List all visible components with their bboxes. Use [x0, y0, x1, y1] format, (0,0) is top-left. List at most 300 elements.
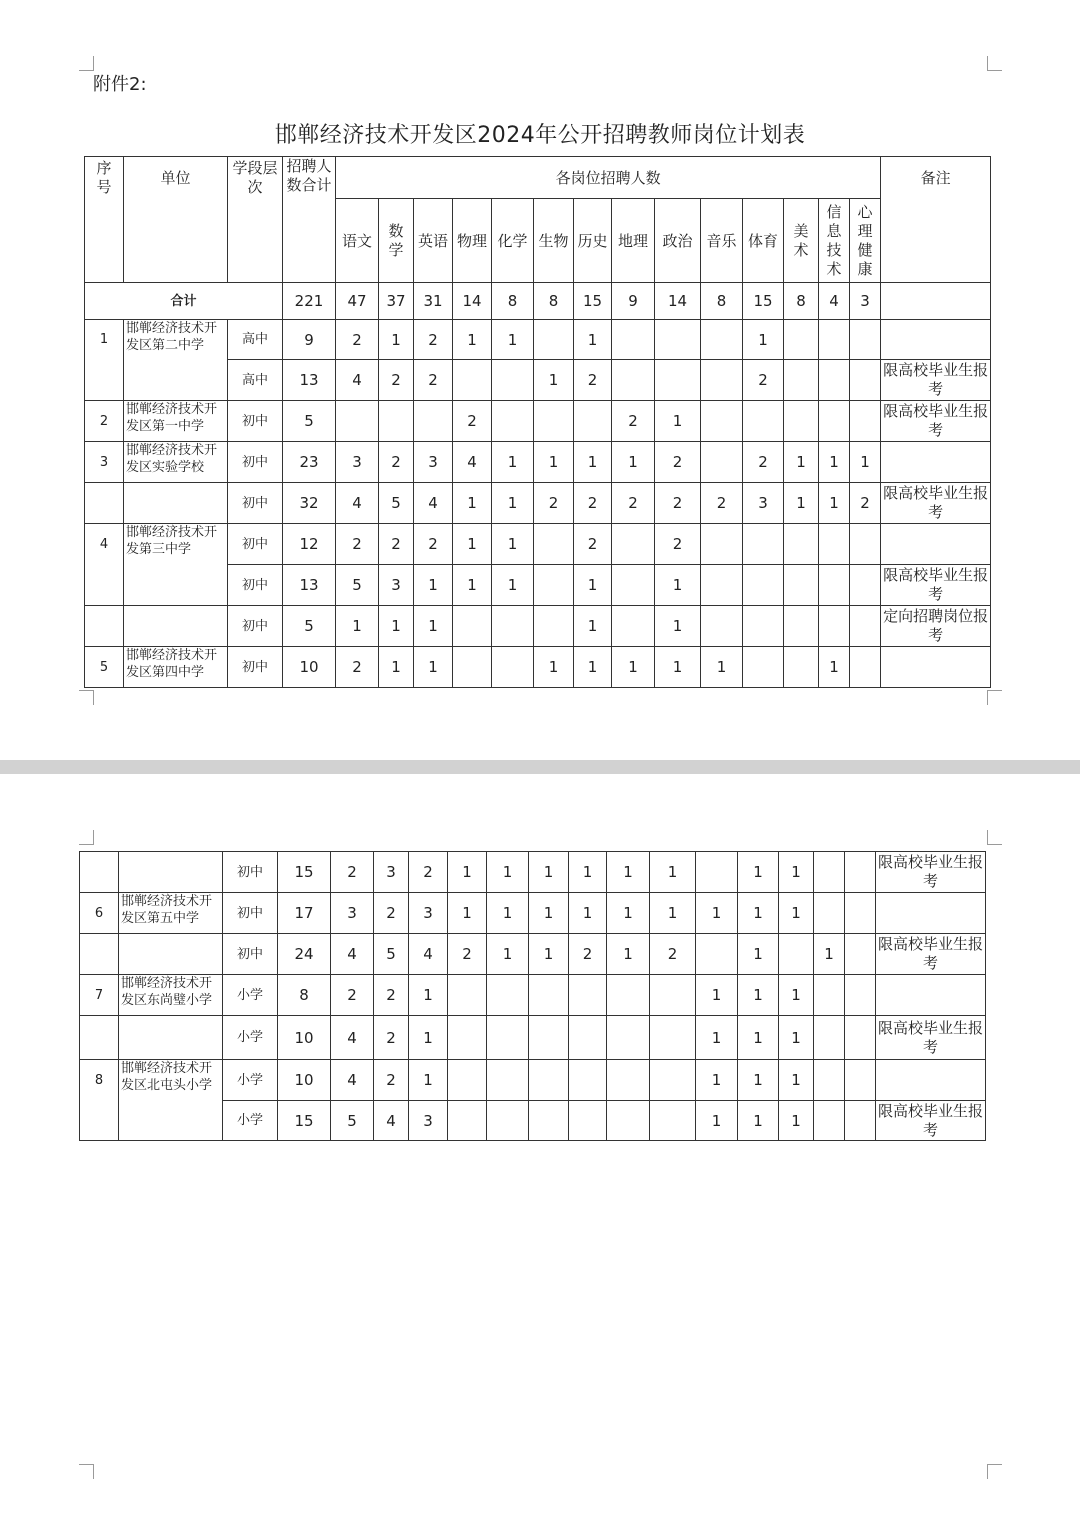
summary-value: 8: [534, 283, 574, 320]
row-subject-value: [448, 975, 487, 1016]
recruitment-plan-table-continued: [79, 851, 986, 1141]
row-subject-value: [784, 565, 819, 606]
row-subject-value: 1: [492, 565, 534, 606]
subject-header: 生物: [534, 199, 574, 283]
table-row: [85, 442, 991, 483]
summary-value: 8: [701, 283, 743, 320]
table-row: [80, 1016, 986, 1060]
row-subject-value: 1: [738, 934, 779, 975]
subject-header: 信息技术: [819, 199, 850, 283]
row-subject-value: 4: [336, 360, 379, 401]
row-subject-value: [850, 565, 881, 606]
row-subject-value: 4: [331, 934, 374, 975]
row-subject-value: [612, 524, 655, 565]
row-subject-value: 1: [850, 442, 881, 483]
row-subject-value: 1: [779, 1016, 814, 1060]
row-subject-value: [845, 934, 876, 975]
row-subject-value: 2: [374, 1016, 409, 1060]
table-row: [80, 934, 986, 975]
row-seq: [85, 565, 124, 606]
summary-value: 14: [655, 283, 701, 320]
row-subject-value: 1: [607, 934, 650, 975]
row-subject-value: [814, 1060, 845, 1101]
row-seq: [85, 483, 124, 524]
table-row: [85, 483, 991, 524]
row-subject-value: [850, 360, 881, 401]
row-subject-value: [845, 975, 876, 1016]
row-subject-value: 1: [655, 401, 701, 442]
row-subject-value: 1: [784, 483, 819, 524]
row-subject-value: [448, 1016, 487, 1060]
row-unit: 邯郸经济技术开发区北屯头小学: [119, 1060, 223, 1101]
row-subject-value: [529, 1101, 569, 1141]
row-seq: 5: [85, 647, 124, 688]
row-subject-value: 1: [409, 1060, 448, 1101]
row-subject-value: 1: [612, 647, 655, 688]
row-subject-value: 1: [492, 320, 534, 360]
row-subject-value: 2: [743, 442, 784, 483]
row-subject-value: 5: [331, 1101, 374, 1141]
row-unit: [119, 934, 223, 975]
row-subject-value: [819, 360, 850, 401]
subject-header: 数学: [379, 199, 414, 283]
row-subject-value: 3: [336, 442, 379, 483]
row-unit: [119, 1016, 223, 1060]
page-corner-mark: [79, 1464, 94, 1479]
row-note: 限高校毕业生报考: [876, 1016, 986, 1060]
row-seq: [80, 852, 119, 893]
row-seq: 7: [80, 975, 119, 1016]
row-subject-value: 1: [612, 442, 655, 483]
row-subject-value: [819, 565, 850, 606]
row-unit: [124, 606, 228, 647]
row-subject-value: [534, 401, 574, 442]
header-row: [85, 157, 991, 199]
row-total: 12: [283, 524, 336, 565]
row-total: 32: [283, 483, 336, 524]
row-subject-value: 1: [650, 852, 696, 893]
row-total: 13: [283, 565, 336, 606]
row-subject-value: [453, 647, 492, 688]
row-subject-value: 1: [779, 852, 814, 893]
row-subject-value: [487, 975, 529, 1016]
row-subject-value: 1: [779, 1101, 814, 1141]
row-subject-value: [784, 401, 819, 442]
row-note: 限高校毕业生报考: [881, 360, 991, 401]
row-note: [881, 320, 991, 360]
row-unit: [124, 360, 228, 401]
summary-row: [85, 283, 991, 320]
row-total: 9: [283, 320, 336, 360]
row-subject-value: 2: [574, 360, 612, 401]
row-subject-value: 2: [850, 483, 881, 524]
row-subject-value: 1: [696, 893, 738, 934]
row-subject-value: 2: [374, 893, 409, 934]
row-subject-value: 1: [607, 893, 650, 934]
row-subject-value: 1: [655, 606, 701, 647]
row-subject-value: 1: [574, 606, 612, 647]
row-level: 小学: [223, 975, 278, 1016]
row-subject-value: 2: [569, 934, 607, 975]
header-unit: 单位: [124, 157, 228, 199]
summary-value: 14: [453, 283, 492, 320]
row-level: 初中: [228, 401, 283, 442]
row-subject-value: 1: [409, 1016, 448, 1060]
subject-header: 音乐: [701, 199, 743, 283]
row-note: [881, 442, 991, 483]
row-note: [876, 1060, 986, 1101]
row-subject-value: [845, 1060, 876, 1101]
row-level: 初中: [223, 852, 278, 893]
summary-value: 15: [574, 283, 612, 320]
row-subject-value: 4: [374, 1101, 409, 1141]
row-subject-value: 2: [574, 524, 612, 565]
summary-label: 合计: [85, 283, 283, 320]
row-subject-value: [743, 647, 784, 688]
row-subject-value: [784, 360, 819, 401]
row-total: 24: [278, 934, 331, 975]
row-subject-value: [607, 1060, 650, 1101]
subject-header: 语文: [336, 199, 379, 283]
table-row: [80, 893, 986, 934]
row-note: 定向招聘岗位报考: [881, 606, 991, 647]
header-level: 学段层次: [228, 157, 283, 199]
row-level: 初中: [228, 442, 283, 483]
row-subject-value: 1: [379, 606, 414, 647]
row-subject-value: [529, 1016, 569, 1060]
row-subject-value: [612, 606, 655, 647]
table-row: [80, 1060, 986, 1101]
row-seq: 3: [85, 442, 124, 483]
row-subject-value: [701, 442, 743, 483]
row-subject-value: [784, 524, 819, 565]
row-subject-value: 4: [331, 1016, 374, 1060]
row-subject-value: 4: [336, 483, 379, 524]
row-level: 初中: [228, 483, 283, 524]
row-subject-value: 1: [784, 442, 819, 483]
row-subject-value: [819, 524, 850, 565]
row-subject-value: 1: [529, 893, 569, 934]
row-total: 5: [283, 401, 336, 442]
summary-value: 4: [819, 283, 850, 320]
row-unit: 邯郸经济技术开发区实验学校: [124, 442, 228, 483]
row-subject-value: [779, 934, 814, 975]
row-subject-value: [379, 401, 414, 442]
row-total: 10: [278, 1016, 331, 1060]
row-subject-value: [569, 975, 607, 1016]
row-subject-value: [650, 975, 696, 1016]
row-total: 23: [283, 442, 336, 483]
row-unit: [124, 565, 228, 606]
row-subject-value: [701, 606, 743, 647]
recruitment-plan-table: [84, 156, 991, 688]
page-corner-mark: [987, 1464, 1002, 1479]
row-subject-value: 1: [696, 1101, 738, 1141]
subject-header: 物理: [453, 199, 492, 283]
row-subject-value: 1: [492, 524, 534, 565]
row-subject-value: [487, 1016, 529, 1060]
row-level: 初中: [228, 524, 283, 565]
subject-header-row: [85, 199, 991, 283]
row-level: 初中: [228, 606, 283, 647]
row-subject-value: [784, 606, 819, 647]
row-subject-value: 3: [374, 852, 409, 893]
row-subject-value: 2: [414, 320, 453, 360]
row-total: 10: [283, 647, 336, 688]
row-subject-value: 1: [569, 852, 607, 893]
row-subject-value: [814, 1101, 845, 1141]
row-subject-value: [569, 1101, 607, 1141]
row-subject-value: 1: [819, 442, 850, 483]
row-subject-value: [492, 401, 534, 442]
row-subject-value: [414, 401, 453, 442]
row-subject-value: [814, 852, 845, 893]
row-seq: [80, 1101, 119, 1141]
subject-header: 英语: [414, 199, 453, 283]
row-subject-value: 1: [738, 1101, 779, 1141]
row-subject-value: 1: [696, 1016, 738, 1060]
row-subject-value: 1: [487, 852, 529, 893]
summary-value: 37: [379, 283, 414, 320]
row-note: [881, 524, 991, 565]
row-subject-value: [701, 524, 743, 565]
row-seq: 8: [80, 1060, 119, 1101]
row-subject-value: [534, 524, 574, 565]
row-subject-value: 2: [448, 934, 487, 975]
row-subject-value: 5: [336, 565, 379, 606]
summary-total: 221: [283, 283, 336, 320]
row-subject-value: 1: [814, 934, 845, 975]
table-row: [85, 565, 991, 606]
row-seq: 6: [80, 893, 119, 934]
row-subject-value: 1: [453, 320, 492, 360]
row-subject-value: 5: [379, 483, 414, 524]
row-subject-value: [784, 647, 819, 688]
row-subject-value: [650, 1060, 696, 1101]
row-subject-value: 5: [374, 934, 409, 975]
row-seq: 4: [85, 524, 124, 565]
row-total: 15: [278, 1101, 331, 1141]
row-subject-value: 2: [336, 524, 379, 565]
row-subject-value: 2: [743, 360, 784, 401]
row-subject-value: 2: [612, 483, 655, 524]
row-subject-value: [529, 975, 569, 1016]
row-subject-value: [612, 360, 655, 401]
page-corner-mark: [79, 690, 94, 705]
document-page-2: [0, 774, 1080, 1528]
row-subject-value: [850, 647, 881, 688]
row-subject-value: [819, 401, 850, 442]
row-subject-value: [492, 647, 534, 688]
row-subject-value: [819, 606, 850, 647]
row-subject-value: 1: [379, 647, 414, 688]
row-subject-value: [743, 524, 784, 565]
header-seq-blank: [85, 199, 124, 283]
row-subject-value: [784, 320, 819, 360]
row-subject-value: 1: [529, 852, 569, 893]
summary-note: [881, 283, 991, 320]
row-subject-value: 1: [779, 975, 814, 1016]
row-subject-value: 4: [331, 1060, 374, 1101]
row-subject-value: 1: [379, 320, 414, 360]
row-subject-value: 2: [374, 1060, 409, 1101]
header-level-blank: [228, 199, 283, 283]
row-subject-value: [487, 1060, 529, 1101]
row-subject-value: 1: [696, 1060, 738, 1101]
row-subject-value: [650, 1016, 696, 1060]
document-title: 邯郸经济技术开发区2024年公开招聘教师岗位计划表: [274, 123, 806, 148]
row-subject-value: 3: [743, 483, 784, 524]
row-total: 15: [278, 852, 331, 893]
subject-header: 化学: [492, 199, 534, 283]
row-level: 小学: [223, 1060, 278, 1101]
row-subject-value: 2: [336, 647, 379, 688]
subject-header: 历史: [574, 199, 612, 283]
row-subject-value: 2: [331, 975, 374, 1016]
row-subject-value: 4: [409, 934, 448, 975]
row-subject-value: 2: [534, 483, 574, 524]
table-row: [80, 1101, 986, 1141]
row-unit: 邯郸经济技术开发区第二中学: [124, 320, 228, 360]
row-unit: 邯郸经济技术开发区第一中学: [124, 401, 228, 442]
row-subject-value: [448, 1101, 487, 1141]
row-total: 17: [278, 893, 331, 934]
header-note: 备注: [881, 157, 991, 199]
row-subject-value: 2: [379, 524, 414, 565]
row-subject-value: [529, 1060, 569, 1101]
row-subject-value: 2: [379, 442, 414, 483]
row-subject-value: 4: [453, 442, 492, 483]
row-subject-value: [655, 320, 701, 360]
row-note: [876, 975, 986, 1016]
row-subject-value: [534, 606, 574, 647]
row-level: 初中: [223, 893, 278, 934]
row-subject-value: [819, 320, 850, 360]
row-subject-value: 1: [453, 483, 492, 524]
row-subject-value: 2: [414, 360, 453, 401]
row-subject-value: [534, 565, 574, 606]
row-subject-value: 1: [534, 360, 574, 401]
row-subject-value: [607, 1016, 650, 1060]
page-gap: [0, 760, 1080, 774]
row-unit: [119, 852, 223, 893]
attachment-label: 附件2:: [93, 74, 147, 95]
table-row: [85, 360, 991, 401]
row-subject-value: 1: [607, 852, 650, 893]
page-corner-mark: [79, 56, 94, 71]
row-subject-value: [701, 320, 743, 360]
row-subject-value: [814, 1016, 845, 1060]
row-subject-value: [743, 565, 784, 606]
row-subject-value: 1: [655, 565, 701, 606]
summary-value: 8: [784, 283, 819, 320]
row-subject-value: 1: [414, 647, 453, 688]
row-subject-value: 1: [534, 647, 574, 688]
summary-value: 31: [414, 283, 453, 320]
row-subject-value: 1: [574, 320, 612, 360]
page-corner-mark: [987, 690, 1002, 705]
row-subject-value: 2: [414, 524, 453, 565]
row-subject-value: [569, 1060, 607, 1101]
subject-header: 美术: [784, 199, 819, 283]
page-corner-mark: [987, 830, 1002, 845]
row-note: 限高校毕业生报考: [881, 483, 991, 524]
row-note: 限高校毕业生报考: [876, 934, 986, 975]
row-subject-value: 3: [414, 442, 453, 483]
summary-value: 15: [743, 283, 784, 320]
row-subject-value: 1: [453, 524, 492, 565]
row-note: 限高校毕业生报考: [876, 852, 986, 893]
summary-value: 47: [336, 283, 379, 320]
row-subject-value: 1: [574, 442, 612, 483]
row-subject-value: [453, 606, 492, 647]
row-subject-value: 1: [650, 893, 696, 934]
row-note: [881, 647, 991, 688]
row-total: 5: [283, 606, 336, 647]
table-row: [85, 647, 991, 688]
row-total: 8: [278, 975, 331, 1016]
row-subject-value: 1: [743, 320, 784, 360]
row-seq: 2: [85, 401, 124, 442]
row-subject-value: [569, 1016, 607, 1060]
table-row: [85, 401, 991, 442]
row-total: 10: [278, 1060, 331, 1101]
row-subject-value: 1: [492, 483, 534, 524]
row-subject-value: 1: [448, 893, 487, 934]
row-subject-value: [701, 565, 743, 606]
row-subject-value: [850, 524, 881, 565]
subject-header: 心理健康: [850, 199, 881, 283]
row-subject-value: 2: [612, 401, 655, 442]
row-subject-value: [607, 1101, 650, 1141]
row-subject-value: 1: [738, 893, 779, 934]
row-seq: [80, 1016, 119, 1060]
row-subject-value: 1: [448, 852, 487, 893]
row-subject-value: [655, 360, 701, 401]
row-subject-value: 1: [738, 1060, 779, 1101]
row-seq: [80, 934, 119, 975]
row-unit: [119, 1101, 223, 1141]
row-subject-value: 1: [492, 442, 534, 483]
row-subject-value: [607, 975, 650, 1016]
row-subject-value: [845, 893, 876, 934]
row-level: 高中: [228, 320, 283, 360]
row-subject-value: 2: [655, 442, 701, 483]
row-subject-value: 1: [453, 565, 492, 606]
row-subject-value: 1: [534, 442, 574, 483]
header-note-blank: [881, 199, 991, 283]
row-subject-value: 2: [655, 524, 701, 565]
row-subject-value: 3: [409, 893, 448, 934]
table-row: [85, 524, 991, 565]
row-subject-value: [612, 320, 655, 360]
table-row: [80, 852, 986, 893]
row-level: 初中: [228, 565, 283, 606]
row-subject-value: 4: [414, 483, 453, 524]
row-subject-value: [814, 975, 845, 1016]
row-subject-value: 1: [819, 647, 850, 688]
row-level: 高中: [228, 360, 283, 401]
row-subject-value: 2: [453, 401, 492, 442]
row-note: 限高校毕业生报考: [876, 1101, 986, 1141]
row-subject-value: 1: [655, 647, 701, 688]
row-subject-value: 2: [574, 483, 612, 524]
row-note: 限高校毕业生报考: [881, 401, 991, 442]
row-unit: 邯郸经济技术开发区第五中学: [119, 893, 223, 934]
row-subject-value: 3: [409, 1101, 448, 1141]
row-subject-value: [814, 893, 845, 934]
row-subject-value: 1: [409, 975, 448, 1016]
